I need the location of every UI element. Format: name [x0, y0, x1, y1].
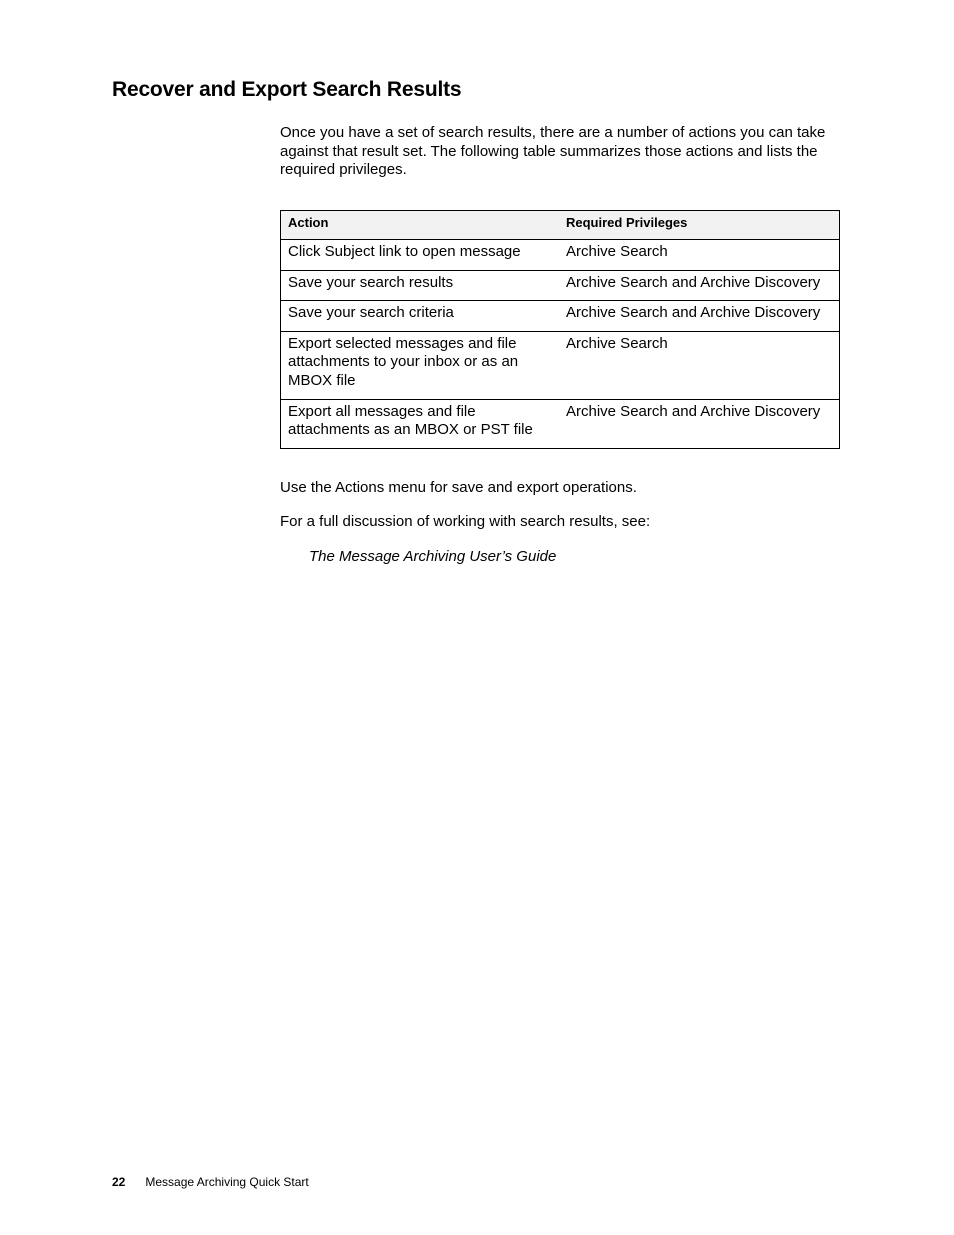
privileges-table — [280, 210, 840, 449]
page-title: Recover and Export Search Results — [112, 78, 462, 101]
privileges-cell: Archive Search and Archive Discovery — [560, 301, 840, 332]
privileges-cell: Archive Search — [560, 240, 840, 271]
action-cell: Save your search results — [281, 270, 561, 301]
table-row — [281, 399, 840, 448]
footer-doc-title: Message Archiving Quick Start — [145, 1175, 309, 1189]
action-cell: Export all messages and file attachments as an MBOX or PST file — [281, 399, 561, 448]
intro-paragraph: Once you have a set of search results, there are a number of actions you can take against that result set. The following table summarizes those actions and lists the required privileges. — [280, 124, 826, 179]
table-row — [281, 331, 840, 399]
table-row — [281, 270, 840, 301]
see-also-text: For a full discussion of working with search results, see: — [280, 513, 651, 530]
table-row — [281, 240, 840, 271]
action-cell: Export selected messages and file attachments to your inbox or as an MBOX file — [281, 331, 561, 399]
table-header-row — [281, 211, 840, 240]
guide-reference: The Message Archiving User’s Guide — [309, 548, 557, 565]
privileges-cell: Archive Search and Archive Discovery — [560, 270, 840, 301]
column-header-privileges: Required Privileges — [560, 211, 840, 240]
table-row — [281, 301, 840, 332]
action-cell: Click Subject link to open message — [281, 240, 561, 271]
privileges-cell: Archive Search — [560, 331, 840, 399]
page-number: 22 — [112, 1175, 126, 1189]
privileges-cell: Archive Search and Archive Discovery — [560, 399, 840, 448]
column-header-action: Action — [281, 211, 561, 240]
page-footer — [112, 1175, 309, 1189]
actions-menu-note: Use the Actions menu for save and export operations. — [280, 479, 637, 496]
action-cell: Save your search criteria — [281, 301, 561, 332]
